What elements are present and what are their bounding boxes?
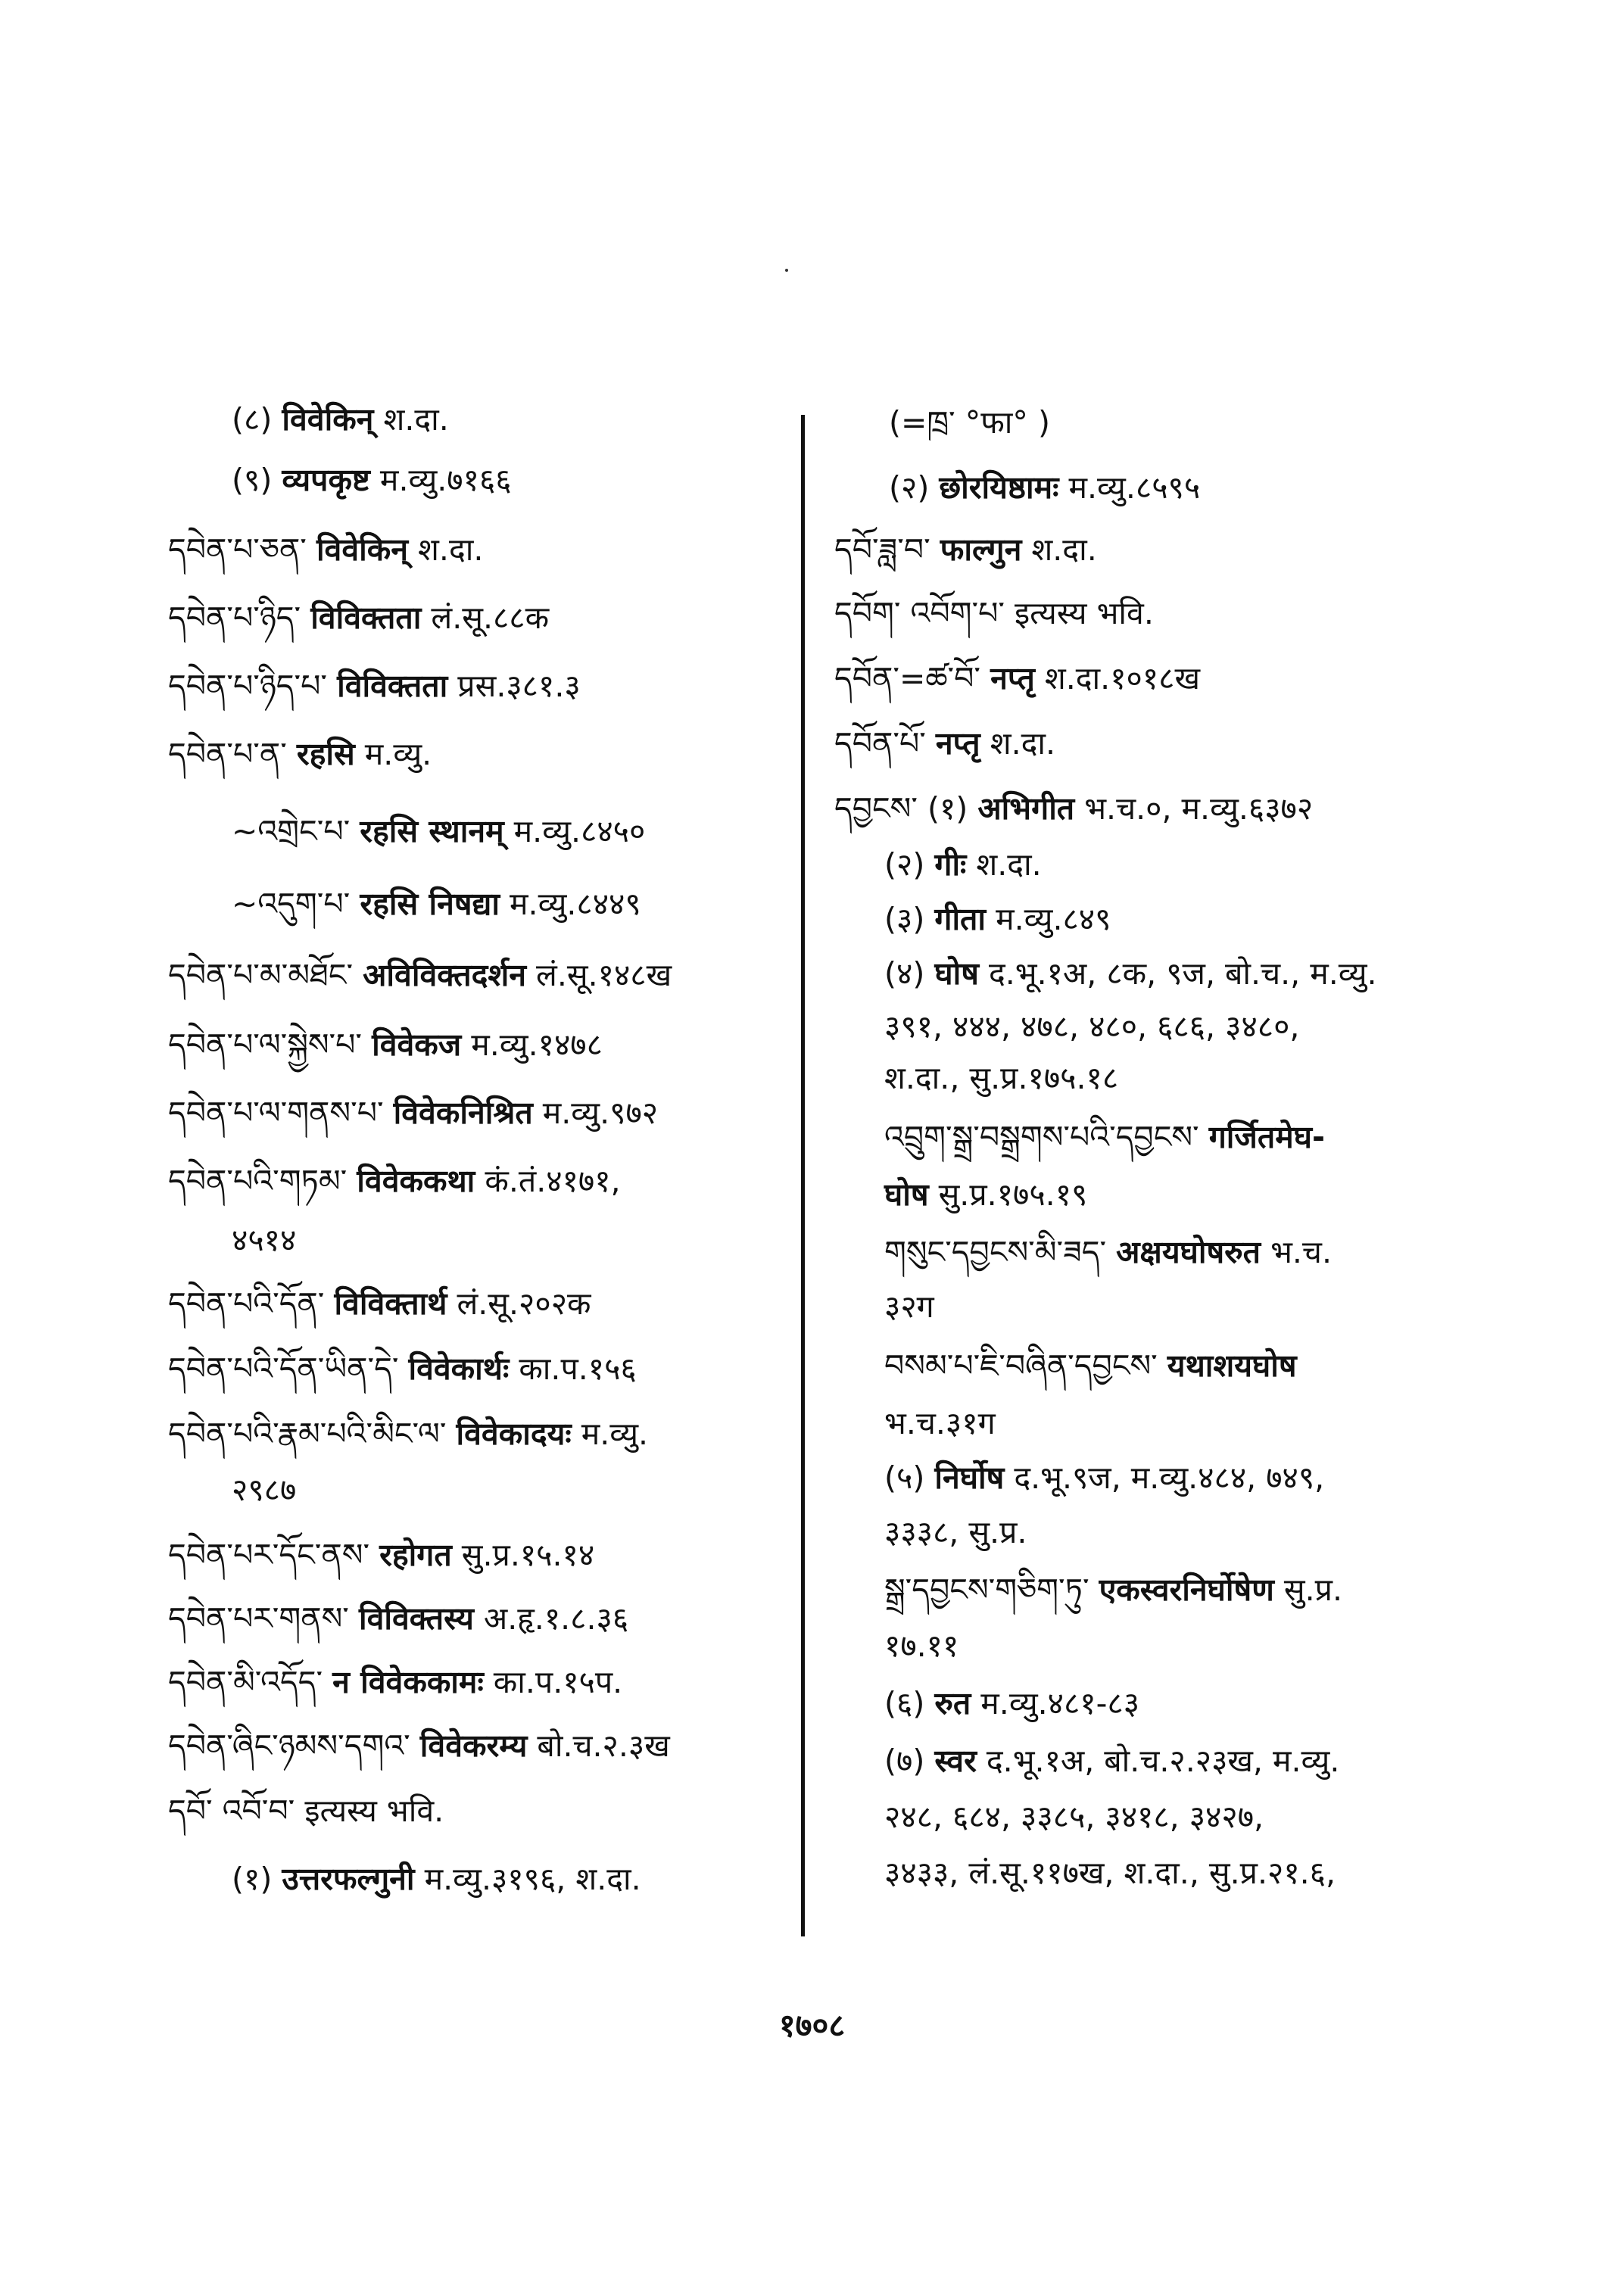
entry-line: ३४३३, लं.सू.११७ख, श.दा., सु.प्र.२१.६, — [884, 1855, 1336, 1891]
entry-line: གསུང་དབྱངས་མི་ཟད་ अक्षयघोषरुत भ.च. — [884, 1234, 1333, 1270]
entry-line: དབེན་པ་ཅན་ विवेकिन् श.दा. — [168, 531, 484, 568]
page-number: १७०८ — [778, 2007, 846, 2044]
entry-line: ४५१४ — [232, 1222, 297, 1258]
entry-line: (५) निर्घोष द.भू.९ज, म.व्यु.४८४, ७४९, — [884, 1460, 1325, 1496]
entry-line: དབོན་པོ་ नप्तृ श.दा. — [834, 725, 1056, 762]
entry-line: (=ཁྲ་ °फा° ) — [889, 404, 1050, 441]
entry-line: ३३३८, सु.प्र. — [884, 1514, 1027, 1550]
entry-line: དབེན་པ་མ་མཐོང་ अविविक्तदर्शन लं.सू.१४८ख — [168, 957, 672, 993]
entry-line: དབྱངས་ (१) अभिगीत भ.च.०, म.व्यु.६३७२ — [834, 790, 1314, 827]
entry-line: (७) स्वर द.भू.१अ, बो.च.२.२३ख, म.व्यु. — [884, 1743, 1340, 1779]
entry-line: (८) विवेकिन् श.दा. — [232, 401, 449, 438]
speck-dot — [785, 269, 788, 272]
entry-line: ३२ग — [884, 1288, 934, 1325]
entry-line: དབེན་པ་ལ་སྐྱེས་པ་ विवेकज म.व्यु.१४७८ — [168, 1027, 603, 1063]
entry-line: དབེན་པར་གནས་ विविक्तस्य अ.हृ.१.८.३६ — [168, 1600, 629, 1637]
entry-line: དབེན་པར་དོང་ནས་ रहोगत सु.प्र.१५.१४ — [168, 1537, 595, 1573]
entry-line: དབོ་ འབོ་བ་ इत्यस्य भवि. — [168, 1793, 444, 1829]
entry-line: བསམ་པ་ཇི་བཞིན་དབྱངས་ यथाशयघोष — [884, 1347, 1297, 1384]
column-divider — [801, 415, 805, 1936]
entry-line: भ.च.३१ग — [884, 1405, 996, 1441]
entry-line: དབེན་པ་ཉིད་ विविक्तता लं.सू.८८क — [168, 600, 550, 636]
entry-line: དབེན་པ་ཉིད་པ་ विविक्तता प्रस.३८१.३ — [168, 668, 581, 704]
entry-line: དབེན་ཞིང་ཉམས་དགའ་ विवेकरम्य बो.च.२.३ख — [168, 1728, 670, 1764]
entry-line: དབེན་པའི་རྣམ་པའི་མིང་ལ་ विवेकादयः म.व्यु. — [168, 1416, 649, 1452]
entry-line: ३९१, ४४४, ४७८, ४८०, ६८६, ३४८०, — [884, 1008, 1300, 1045]
entry-line: (९) व्यपकृष्ट म.व्यु.७१६६ — [232, 462, 512, 498]
entry-line: (४) घोष द.भू.१अ, ८क, ९ज, बो.च., म.व्यु. — [884, 955, 1377, 992]
entry-line: (२) गीः श.दा. — [884, 846, 1042, 883]
entry-line: ~འདུག་པ་ रहसि निषद्या म.व्यु.८४४९ — [232, 886, 641, 922]
entry-line: १७.११ — [884, 1628, 959, 1664]
entry-line: དབོན་=ཚ་བོ་ नप्तृ श.दा.१०१८ख — [834, 660, 1201, 696]
entry-line: འབྲུག་སྒྲ་བསྒྲགས་པའི་དབྱངས་ गर्जितमेघ- — [884, 1119, 1325, 1155]
entry-line: དབེན་པའི་དོན་ विविक्तार्थ लं.सू.२०२क — [168, 1285, 591, 1322]
entry-line: དབེན་པ་ལ་གནས་པ་ विवेकनिश्रित म.व्यु.९७२ — [168, 1095, 659, 1131]
entry-line: དབོ་ཟླ་བ་ फाल्गुन श.दा. — [834, 531, 1097, 568]
entry-line: श.दा., सु.प्र.१७५.१८ — [884, 1060, 1119, 1096]
entry-line: ~འགྲེང་པ་ रहसि स्थानम् म.व्यु.८४५० — [232, 813, 646, 849]
entry-line: དབོག་ འབོག་པ་ इत्यस्य भवि. — [834, 595, 1154, 631]
entry-line: དབེན་པའི་དོན་ཡིན་དེ་ विवेकार्थः का.प.१५६ — [168, 1351, 637, 1387]
entry-line: (२) छोरयिष्ठामः म.व्यु.८५९५ — [889, 469, 1201, 506]
entry-line: དབེན་པ་ན་ रहसि म.व्यु. — [168, 736, 432, 772]
entry-line: དབེན་པའི་གཏམ་ विवेककथा कं.तं.४१७१, — [168, 1163, 621, 1199]
entry-line: २४८, ६८४, ३३८५, ३४१८, ३४२७, — [884, 1799, 1264, 1835]
entry-line: घोष सु.प्र.१७५.१९ — [884, 1176, 1088, 1213]
entry-line: (६) रुत म.व्यु.४८१-८३ — [884, 1685, 1140, 1721]
entry-line: དབེན་མི་འདོད་ न विवेककामः का.प.१५प. — [168, 1664, 623, 1700]
entry-line: (१) उत्तरफल्गुनी म.व्यु.३१९६, श.दा. — [232, 1861, 641, 1897]
entry-line: སྒྲ་དབྱངས་གཅིག་ཏུ་ एकस्वरनिर्घोषेण सु.प्र. — [884, 1572, 1342, 1608]
entry-line: २९८७ — [232, 1472, 297, 1508]
entry-line: (३) गीता म.व्यु.८४९ — [884, 901, 1111, 937]
